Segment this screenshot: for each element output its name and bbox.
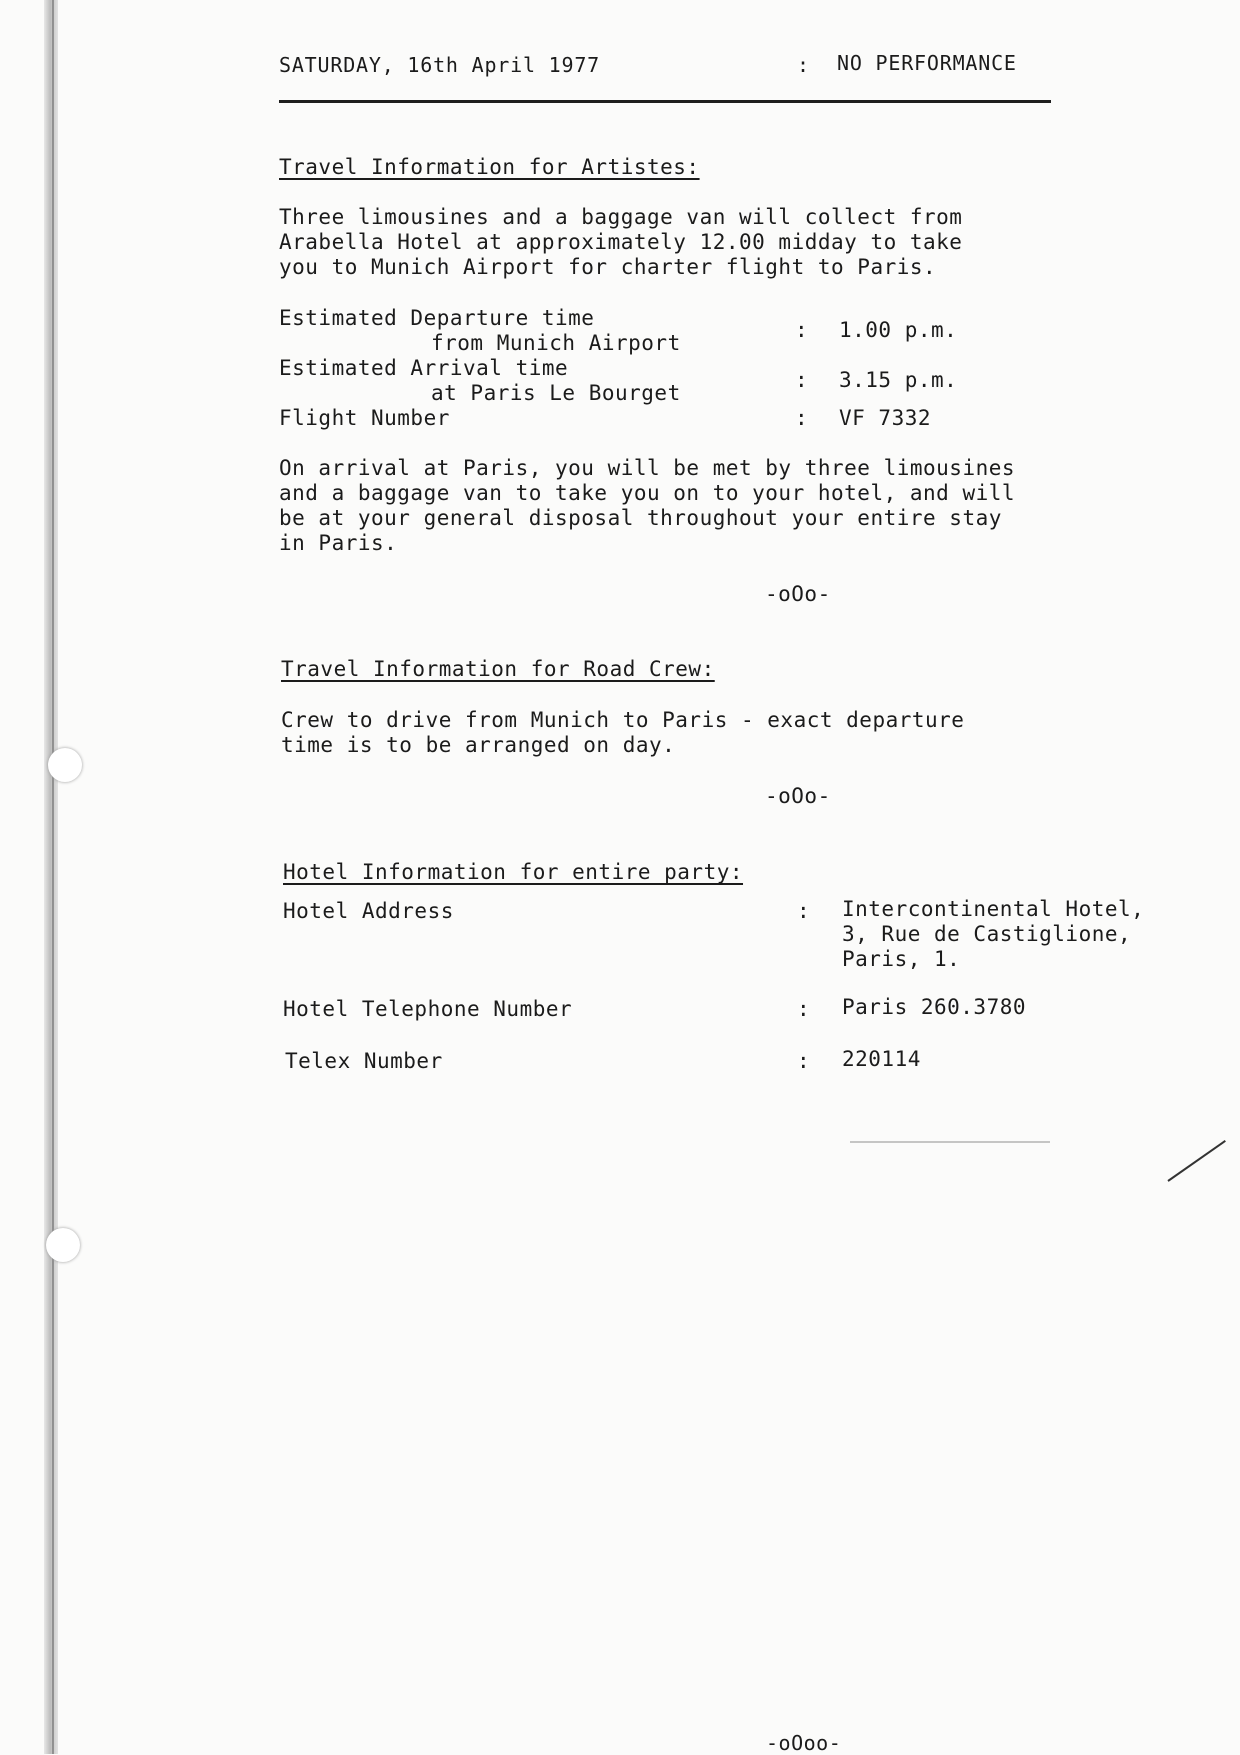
artistes-heading: Travel Information for Artistes: bbox=[279, 155, 700, 179]
hotel-address-line-1: Intercontinental Hotel, bbox=[842, 897, 1145, 921]
pen-stroke bbox=[1167, 1140, 1225, 1182]
hotel-phone-colon: : bbox=[797, 997, 811, 1021]
artistes-line-2: Arabella Hotel at approximately 12.00 midday to take bbox=[279, 230, 963, 254]
road-crew-heading: Travel Information for Road Crew: bbox=[281, 657, 715, 681]
hotel-address-line-2: 3, Rue de Castiglione, bbox=[842, 922, 1132, 946]
departure-label: Estimated Departure time bbox=[279, 306, 595, 330]
page-edge-shadow bbox=[44, 0, 58, 1754]
road-crew-line-2: time is to be arranged on day. bbox=[281, 733, 676, 757]
separator-1: -oOo- bbox=[765, 582, 831, 606]
hotel-address-colon: : bbox=[797, 899, 811, 923]
departure-colon: : bbox=[795, 318, 809, 342]
artistes-line-3: you to Munich Airport for charter flight to Paris. bbox=[279, 255, 937, 279]
hotel-address-label: Hotel Address bbox=[283, 899, 454, 923]
telex-value: 220114 bbox=[842, 1047, 921, 1071]
header-status: NO PERFORMANCE bbox=[837, 51, 1017, 75]
header-colon: : bbox=[797, 53, 810, 77]
departure-label-sub: from Munich Airport bbox=[431, 331, 681, 355]
arrival-colon: : bbox=[795, 368, 809, 392]
arrival-label-sub: at Paris Le Bourget bbox=[431, 381, 681, 405]
page-edge-line bbox=[52, 0, 54, 1754]
arrival-para-line-3: be at your general disposal throughout your entire stay bbox=[279, 506, 1002, 530]
header-date: SATURDAY, 16th April 1977 bbox=[279, 53, 601, 77]
hotel-phone-value: Paris 260.3780 bbox=[842, 995, 1027, 1019]
faint-mark bbox=[850, 1141, 1050, 1143]
artistes-line-1: Three limousines and a baggage van will collect from bbox=[279, 205, 963, 229]
flight-value: VF 7332 bbox=[839, 406, 932, 430]
telex-colon: : bbox=[797, 1049, 811, 1073]
telex-label: Telex Number bbox=[285, 1049, 443, 1073]
arrival-label: Estimated Arrival time bbox=[279, 356, 569, 380]
arrival-para-line-1: On arrival at Paris, you will be met by three limousines bbox=[279, 456, 1016, 480]
road-crew-line-1: Crew to drive from Munich to Paris - exact departure bbox=[281, 708, 965, 732]
punch-hole-upper bbox=[48, 748, 82, 782]
footer-mark: -oOoo- bbox=[766, 1731, 842, 1755]
departure-value: 1.00 p.m. bbox=[839, 318, 958, 342]
flight-label: Flight Number bbox=[279, 406, 450, 430]
separator-2: -oOo- bbox=[765, 784, 831, 808]
arrival-value: 3.15 p.m. bbox=[839, 368, 958, 392]
hotel-heading: Hotel Information for entire party: bbox=[283, 860, 744, 884]
flight-colon: : bbox=[795, 406, 809, 430]
arrival-para-line-2: and a baggage van to take you on to your hotel, and will bbox=[279, 481, 1016, 505]
header-rule bbox=[279, 100, 1051, 103]
hotel-address-line-3: Paris, 1. bbox=[842, 947, 961, 971]
punch-hole-lower bbox=[46, 1228, 80, 1262]
hotel-phone-label: Hotel Telephone Number bbox=[283, 997, 573, 1021]
arrival-para-line-4: in Paris. bbox=[279, 531, 398, 555]
